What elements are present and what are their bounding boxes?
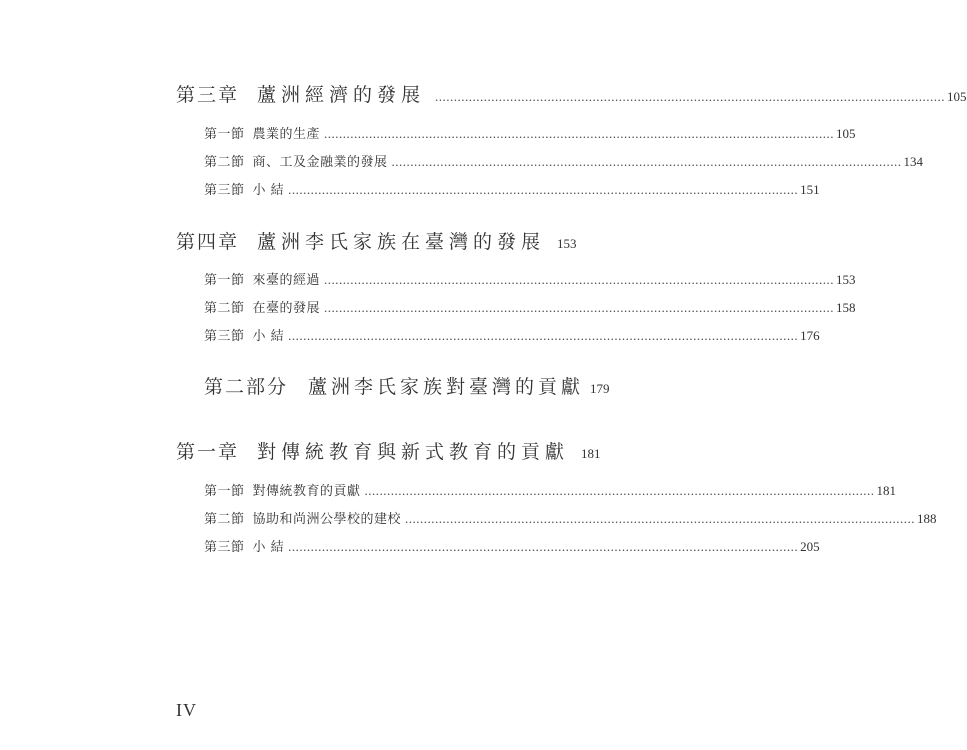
chapter-label: 第四章: [176, 231, 240, 253]
toc-section-entry[interactable]: [204, 179, 820, 198]
page-number: 151: [800, 182, 820, 197]
toc-section-entry[interactable]: [204, 123, 856, 142]
toc-chapter-entry[interactable]: [176, 227, 577, 254]
part-title: 蘆洲李氏家族對臺灣的貢獻: [308, 376, 585, 398]
page-number: 179: [590, 381, 610, 396]
chapter-title: 對傳統教育與新式教育的貢獻: [257, 441, 570, 463]
dot-leader: ........................................................................................................................................: [288, 328, 799, 343]
toc-section-entry[interactable]: [204, 536, 820, 555]
section-label: 第二節: [204, 301, 245, 316]
toc-section-entry[interactable]: [204, 508, 937, 527]
page-number: 153: [557, 236, 577, 251]
page-number: 188: [917, 511, 937, 526]
section-label: 第二節: [204, 512, 245, 527]
toc-section-entry[interactable]: [204, 297, 856, 316]
chapter-title: 蘆洲經濟的發展: [257, 84, 426, 106]
page-number: 134: [903, 154, 924, 169]
section-title: 對傳統教育的貢獻: [252, 484, 361, 499]
part-label: 第二部分: [204, 376, 289, 398]
toc-section-entry[interactable]: [204, 151, 924, 170]
dot-leader: ........................................................................................................................................: [324, 126, 835, 141]
section-title: 協助和尚洲公學校的建校: [252, 512, 402, 527]
toc-section-entry[interactable]: [204, 480, 897, 499]
section-label: 第三節: [204, 540, 245, 555]
section-label: 第三節: [204, 329, 245, 344]
section-title: 商、工及金融業的發展: [252, 155, 388, 170]
page-number: 105: [947, 89, 967, 104]
section-title: 小 結: [252, 540, 285, 555]
chapter-label: 第三章: [176, 84, 240, 106]
section-label: 第一節: [204, 273, 245, 288]
section-title: 農業的生產: [252, 127, 321, 142]
dot-leader: ........................................................................................................................................: [288, 539, 799, 554]
dot-leader: ........................................................................................................................................: [364, 483, 875, 498]
chapter-title: 蘆洲李氏家族在臺灣的發展: [257, 231, 546, 253]
dot-leader: ........................................................................................................................................: [324, 272, 835, 287]
toc-chapter-entry[interactable]: [176, 437, 601, 464]
toc-part-entry[interactable]: [204, 372, 610, 399]
dot-leader: ........................................................................................................................................: [405, 511, 916, 526]
dot-leader: ........................................................................................................................................: [324, 300, 835, 315]
dot-leader: ........................................................................................................................................: [391, 154, 902, 169]
section-label: 第二節: [204, 155, 245, 170]
page-folio: IV: [176, 700, 197, 720]
section-label: 第一節: [204, 127, 245, 142]
page-number: 105: [836, 126, 856, 141]
section-label: 第三節: [204, 183, 245, 198]
toc-section-entry[interactable]: [204, 325, 820, 344]
toc-chapter-entry[interactable]: [176, 80, 967, 107]
page-number: 181: [876, 483, 897, 498]
chapter-label: 第一章: [176, 441, 240, 463]
page-number: 158: [836, 300, 856, 315]
section-title: 小 結: [252, 183, 285, 198]
page-number: 153: [836, 272, 856, 287]
page-number: 181: [581, 446, 601, 461]
dot-leader: ........................................................................................................................................: [288, 182, 799, 197]
toc-section-entry[interactable]: [204, 269, 856, 288]
page-number: 176: [800, 328, 820, 343]
section-title: 小 結: [252, 329, 285, 344]
dot-leader: ........................................................................................................................................: [435, 89, 946, 104]
page-number: 205: [800, 539, 820, 554]
section-title: 來臺的經過: [252, 273, 321, 288]
section-title: 在臺的發展: [252, 301, 321, 316]
section-label: 第一節: [204, 484, 245, 499]
